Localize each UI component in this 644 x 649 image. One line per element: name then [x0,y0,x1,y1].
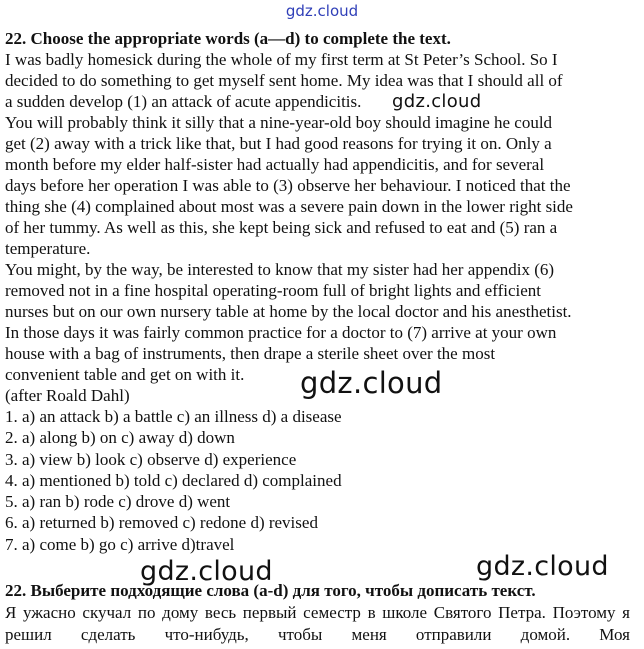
text-line: In those days it was fairly common practice for a doctor to (7) arrive at your own [5,323,557,342]
text-line: days before her operation I was able to (3) observe her behaviour. I noticed that the [5,176,571,195]
option-item: 1. a) an attack b) a battle c) an illness d) a disease [5,407,342,426]
translation-title: 22. Выберите подходящие слова (a-d) для того, чтобы дописать текст. [5,581,536,600]
task-text [5,49,635,406]
text-line: I was badly homesick during the whole of my first term at St Peter’s School. So I [5,50,558,69]
text-line: get (2) away with a trick like that, but I had good reasons for trying it on. Only a [5,134,552,153]
option-item: 6. a) returned b) removed c) redone d) revised [5,513,318,533]
text-line: decided to do something to get myself sent home. My idea was that I should all of [5,71,563,90]
watermark: gdz.cloud [300,366,443,400]
watermark: gdz.cloud [140,556,273,587]
answer-options [5,406,635,555]
text-line: removed not in a fine hospital operating-room full of bright lights and efficient [5,281,541,300]
watermark: gdz.cloud [476,551,609,582]
text-line: convenient table and get on with it. [5,365,245,384]
text-line: thing she (4) complained about most was a severe pain down in the lower right side [5,197,573,216]
translation-text: Я ужасно скучал по дому весь первый семестр в школе Святого Петра. Поэтому я решил сделать что-нибудь, чтобы меня отправили домой. Моя [5,603,630,644]
watermark: gdz.cloud [392,91,482,112]
option-item: 5. a) ran b) rode c) drove d) went [5,492,231,512]
option-item: 7. a) come b) go c) arrive d)travel [5,534,235,554]
option-item: 4. a) mentioned b) told c) declared d) complained [5,470,342,490]
text-line: You might, by the way, be interested to know that my sister had her appendix (6) [5,260,555,279]
source-attribution: (after Roald Dahl) [5,386,130,405]
text-line: You will probably think it silly that a nine-year-old boy should imagine he could [5,113,553,132]
text-line: nurses but on our own nursery table at home by the local doctor and his anesthetist. [5,302,572,321]
text-line: house with a bag of instruments, then drape a sterile sheet over the most [5,344,496,363]
task-title: 22. Choose the appropriate words (a—d) to complete the text. [5,29,451,48]
text-line: month before my elder half-sister had actually had appendicitis, and for several [5,155,545,174]
option-item: 2. a) along b) on c) away d) down [5,428,235,448]
text-line: a sudden develop (1) an attack of acute appendicitis. [5,92,362,111]
text-line: of her tummy. As well as this, she kept being sick and refused to eat and (5) ran a [5,218,558,237]
option-item: 3. a) view b) look c) observe d) experience [5,449,297,469]
text-line: temperature. [5,239,91,258]
watermark-top: gdz.cloud [285,2,359,20]
